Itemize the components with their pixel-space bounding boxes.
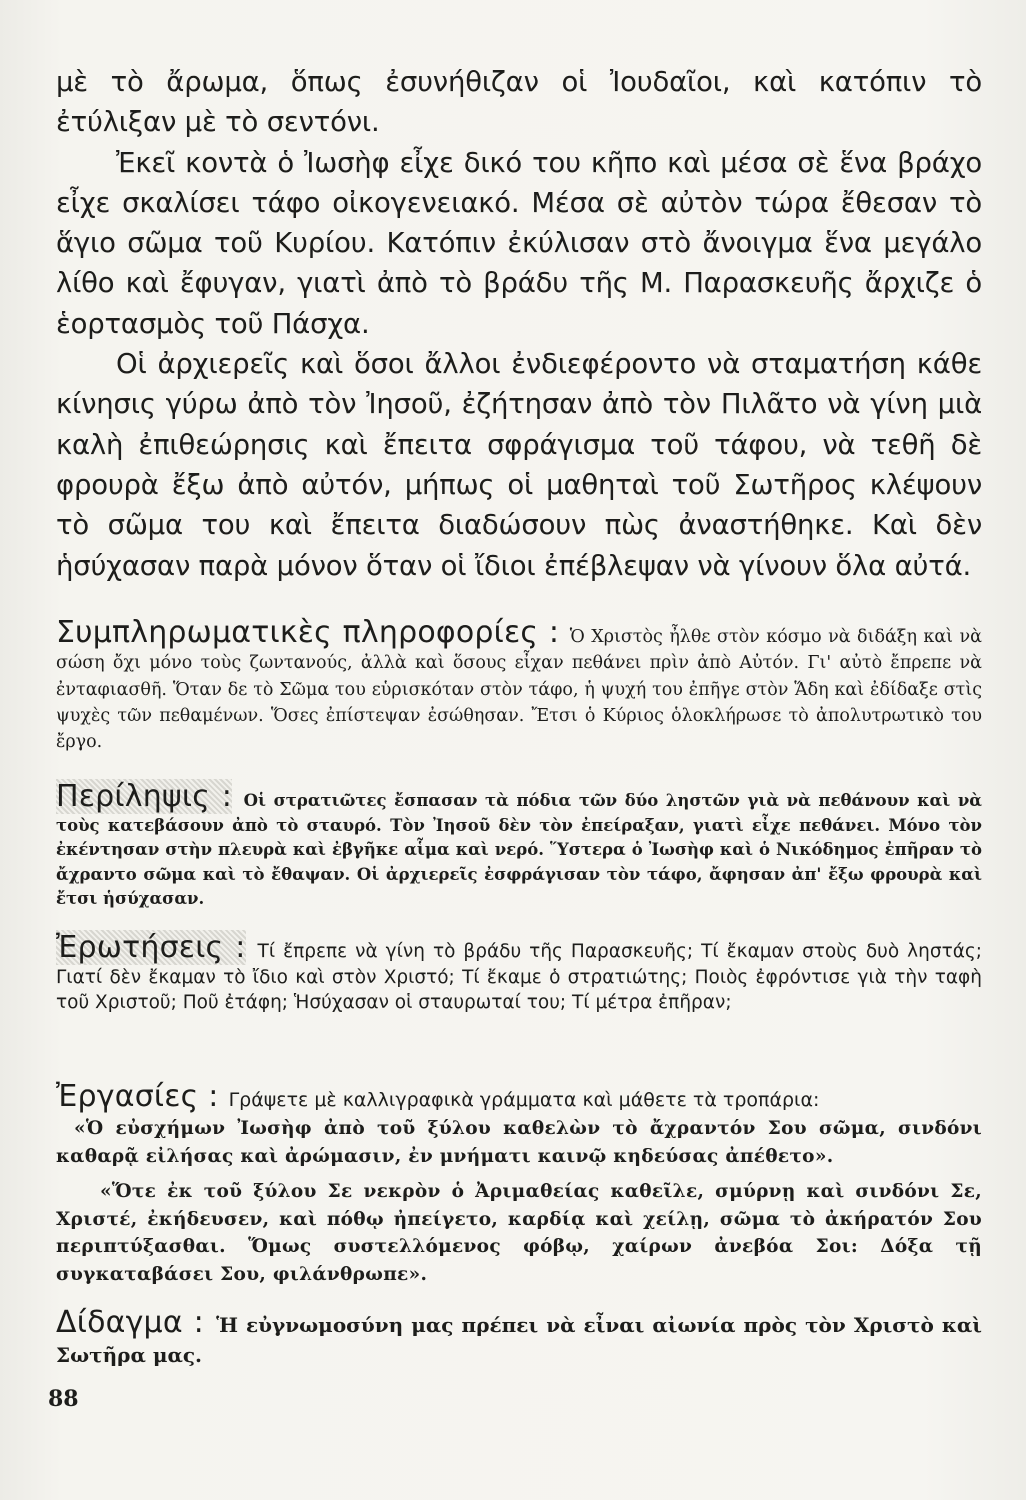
- lesson-section: [56, 1305, 982, 1370]
- questions-section: [56, 930, 982, 1016]
- questions-heading: Ἐρωτήσεις :: [56, 930, 246, 965]
- exercises-section: [56, 1079, 982, 1288]
- page-number: 88: [48, 1386, 79, 1412]
- lesson-text: Ἡ εὐγνωμοσύνη μας πρέπει νὰ εἶναι αἰωνία πρὸς τὸν Χριστὸ καὶ Σωτῆρα μας.: [56, 1313, 982, 1367]
- supplementary-section: [56, 615, 982, 755]
- paragraph-1: μὲ τὸ ἄρωμα, ὅπως ἐσυνήθιζαν οἱ Ἰουδαῖοι, καὶ κατόπιν τὸ ἐτύλιξαν μὲ τὸ σεντόνι.: [56, 66, 982, 139]
- paragraph-3: Οἱ ἀρχιερεῖς καὶ ὅσοι ἄλλοι ἐνδιεφέροντο νὰ σταματήση κάθε κίνησις γύρω ἀπὸ τὸν Ἰησοῦ, ἐζήτησαν ἀπὸ τὸν Πιλᾶτο νὰ γίνη μιὰ καλὴ ἐπιθεώρησις καὶ ἔπειτα σφράγισμα τοῦ τάφου, νὰ τεθῆ δὲ φρουρὰ ἔξω ἀπὸ αὐτόν, μήπως οἱ μαθηταὶ τοῦ Σωτῆρος κλέψουν τὸ σῶμα του καὶ ἔπειτα διαδώσουν πὼς ἀναστήθηκε. Καὶ δὲν ἡσύχασαν παρὰ μόνον ὅταν οἱ ἴδιοι ἐπέβλεψαν νὰ γίνουν ὅλα αὐτά.: [56, 348, 982, 582]
- troparion-2: «Ὅτε ἐκ τοῦ ξύλου Σε νεκρὸν ὁ Ἀριμαθείας καθεῖλε, σμύρνῃ καὶ σινδόνι Σε, Χριστέ, ἐκήδευσεν, καὶ πόθῳ ἠπείγετο, καρδίᾳ καὶ χείλῃ, σῶμα τὸ ἀκήρατόν Σου περιπτύξασθαι. Ὅμως συστελλόμενος φόβῳ, χαίρων ἀνεβόα Σοι: Δόξα τῇ συγκαταβάσει Σου, φιλάνθρωπε».: [56, 1181, 982, 1285]
- exercises-heading: Ἐργασίες :: [56, 1079, 219, 1114]
- lesson-heading: Δίδαγμα :: [56, 1305, 204, 1340]
- exercises-text: Γράψετε μὲ καλλιγραφικὰ γράμματα καὶ μάθετε τὰ τροπάρια:: [228, 1089, 820, 1111]
- summary-heading: Περίληψις :: [56, 779, 233, 814]
- supplementary-text: Ὁ Χριστὸς ἦλθε στὸν κόσμο νὰ διδάξη καὶ νὰ σώση ὄχι μόνο τοὺς ζωντανούς, ἀλλὰ καὶ ὅσους εἶχαν πεθάνει πρὶν ἀπὸ Αὐτόν. Γι' αὐτὸ ἔπρεπε νὰ ἐνταφιασθῆ. Ὅταν δε τὸ Σῶμα του εὑρισκόταν στὸν τάφο, ἡ ψυχή του ἐπῆγε στὸν Ἅδη καὶ ἐδίδαξε στὶς ψυχὲς τῶν πεθαμένων. Ὅσες ἐπίστεψαν ἐσώθησαν. Ἔτσι ὁ Κύριος ὁλοκλήρωσε τὸ ἀπολυτρωτικὸ του ἔργο.: [56, 627, 982, 753]
- main-body-text: [56, 62, 982, 586]
- paragraph-2: Ἐκεῖ κοντὰ ὁ Ἰωσὴφ εἶχε δικό του κῆπο καὶ μέσα σὲ ἕνα βράχο εἶχε σκαλίσει τάφο οἰκογενειακό. Μέσα σὲ αὐτὸν τώρα ἔθεσαν τὸ ἅγιο σῶμα τοῦ Κυρίου. Κατόπιν ἐκύλισαν στὸ ἄνοιγμα ἕνα μεγάλο λίθο καὶ ἔφυγαν, γιατὶ ἀπὸ τὸ βράδυ τῆς Μ. Παρασκευῆς ἄρχιζε ὁ ἑορτασμὸς τοῦ Πάσχα.: [56, 146, 982, 340]
- summary-text: Οἱ στρατιῶτες ἔσπασαν τὰ πόδια τῶν δύο ληστῶν γιὰ νὰ πεθάνουν καὶ νὰ τοὺς κατεβάσουν ἀπὸ τὸ σταυρό. Τὸν Ἰησοῦ δὲν τὸν ἐπείραξαν, γιατὶ εἶχε πεθάνει. Μόνο τὸν ἐκέντησαν στὴν πλευρὰ καὶ ἐβγῆκε αἷμα καὶ νερό. Ὕστερα ὁ Ἰωσὴφ καὶ ὁ Νικόδημος ἐπῆραν τὸ ἄχραντο σῶμα καὶ τὸ ἔθαψαν. Οἱ ἀρχιερεῖς ἐσφράγισαν τὸν τάφο, ἄφησαν ἀπ' ἔξω φρουρὰ καὶ ἔτσι ἡσύχασαν.: [56, 791, 982, 909]
- troparion-1: «Ὁ εὐσχήμων Ἰωσὴφ ἀπὸ τοῦ ξύλου καθελὼν τὸ ἄχραντόν Σου σῶμα, σινδόνι καθαρᾷ εἰλήσας καὶ ἀρώμασιν, ἐν μνήματι καινῷ κηδεύσας ἀπέθετο».: [56, 1118, 982, 1167]
- supplementary-heading: Συμπληρωματικὲς πληροφορίες :: [56, 615, 560, 650]
- summary-section: [56, 779, 982, 912]
- questions-text: Τί ἔπρεπε νὰ γίνη τὸ βράδυ τῆς Παρασκευῆς; Τί ἔκαμαν στοὺς δυὸ ληστάς; Γιατί δὲν ἔκαμαν τὸ ἴδιο καὶ στὸν Χριστό; Τί ἔκαμε ὁ στρατιώτης; Ποιὸς ἐφρόντισε γιὰ τὴν ταφὴ τοῦ Χριστοῦ; Ποῦ ἐτάφη; Ἡσύχασαν οἱ σταυρωταί του; Τί μέτρα ἐπῆραν;: [56, 941, 982, 1014]
